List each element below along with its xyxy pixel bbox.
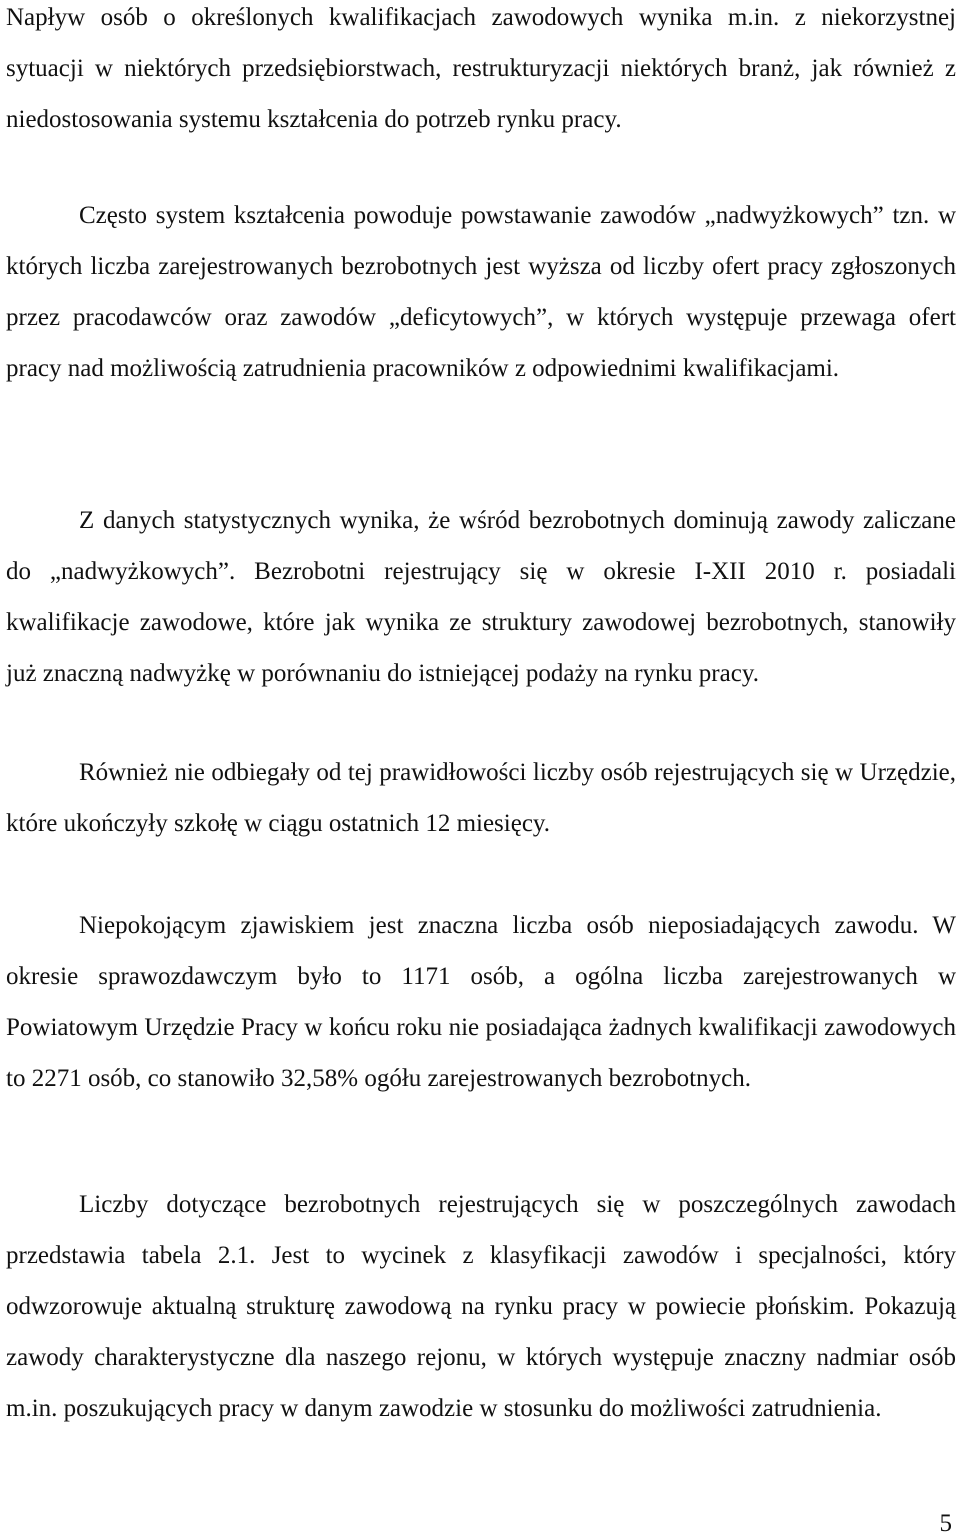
paragraph-2: Często system kształcenia powoduje powstawanie zawodów „nadwyżkowych” tzn. w których liczba zarejestrowanych bezrobotnych jest wyższa od liczby ofert pracy zgłoszonych przez pracodawców oraz zawodów „deficytowych”, w których występuje przewaga ofert pracy nad możliwością zatrudnienia pracowników z odpowiednimi kwalifikacjami. [6, 202, 956, 382]
paragraph-5: Niepokojącym zjawiskiem jest znaczna liczba osób nieposiadających zawodu. W okresie sprawozdawczym było to 1171 osób, a ogólna liczba zarejestrowanych w Powiatowym Urzędzie Pracy w końcu roku nie posiadająca żadnych kwalifikacji zawodowych to 2271 osób, co stanowiło 32,58% ogółu zarejestrowanych bezrobotnych. [6, 912, 956, 1092]
paragraph-6: Liczby dotyczące bezrobotnych rejestrujących się w poszczególnych zawodach przedstawia tabela 2.1. Jest to wycinek z klasyfikacji zawodów i specjalności, który odwzorowuje aktualną strukturę zawodową na rynku pracy w powiecie płońskim. Pokazują zawody charakterystyczne dla naszego rejonu, w których występuje znaczny nadmiar osób m.in. poszukujących pracy w danym zawodzie w stosunku do możliwości zatrudnienia. [6, 1191, 956, 1422]
paragraph-3: Z danych statystycznych wynika, że wśród bezrobotnych dominują zawody zaliczane do „nadwyżkowych”. Bezrobotni rejestrujący się w okresie I-XII 2010 r. posiadali kwalifikacje zawodowe, które jak wynika ze struktury zawodowej bezrobotnych, stanowiły już znaczną nadwyżkę w porównaniu do istniejącej podaży na rynku pracy. [6, 507, 956, 687]
paragraph-4: Również nie odbiegały od tej prawidłowości liczby osób rejestrujących się w Urzędzie, które ukończyły szkołę w ciągu ostatnich 12 miesięcy. [6, 759, 956, 837]
paragraph-1: Napływ osób o określonych kwalifikacjach zawodowych wynika m.in. z niekorzystnej sytuacji w niektórych przedsiębiorstwach, restrukturyzacji niektórych branż, jak również z niedostosowania systemu kształcenia do potrzeb rynku pracy. [6, 4, 956, 133]
page-number: 5 [939, 1510, 952, 1537]
